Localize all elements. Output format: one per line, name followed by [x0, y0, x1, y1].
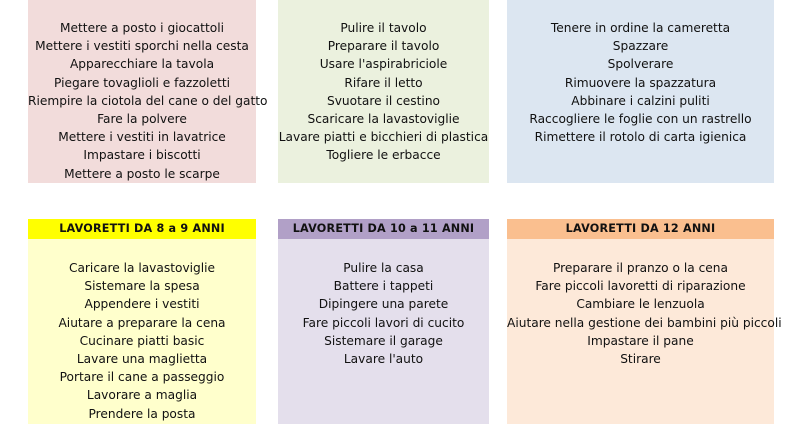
- card-title: LAVORETTI DA 10 a 11 ANNI: [278, 219, 489, 239]
- list-item: Mettere i vestiti in lavatrice: [58, 130, 226, 145]
- list-item: Scaricare la lavastoviglie: [307, 112, 460, 127]
- list-item: Pulire la casa: [343, 261, 424, 275]
- list-item: Togliere le erbacce: [326, 148, 441, 163]
- list-item: Lavare l'auto: [343, 352, 424, 367]
- list-item: Usare l'aspirabriciole: [319, 57, 448, 72]
- list-item: Sistemare il garage: [324, 333, 443, 348]
- chores-card-12: [507, 219, 782, 424]
- chores-list: [278, 19, 489, 165]
- chores-list: [278, 259, 489, 368]
- list-item: Rimettere il rotolo di carta igienica: [534, 130, 747, 145]
- list-item: Stirare: [620, 352, 661, 367]
- list-item: Impastare il pane: [587, 333, 694, 348]
- list-item: Fare la polvere: [97, 112, 187, 127]
- list-item: Piegare tovaglioli e fazzoletti: [53, 75, 231, 90]
- chores-card-10-11: [278, 219, 489, 424]
- list-item: Dipingere una parete: [318, 297, 449, 312]
- list-item: Aiutare a preparare la cena: [58, 315, 226, 330]
- list-item: Apparecchiare la tavola: [69, 57, 215, 72]
- chores-card-pink: [28, 0, 268, 183]
- chores-list: [507, 19, 774, 146]
- list-item: Caricare la lavastoviglie: [68, 261, 216, 275]
- chores-list: [507, 259, 782, 368]
- list-item: Portare il cane a passeggio: [59, 370, 225, 385]
- chores-list: [28, 19, 268, 183]
- list-item: Fare piccoli lavoretti di riparazione: [535, 279, 746, 294]
- list-item: Tenere in ordine la cameretta: [550, 21, 731, 35]
- list-item: Spolverare: [607, 57, 674, 72]
- list-item: Lavorare a maglia: [86, 388, 198, 403]
- list-item: Lavare una maglietta: [76, 352, 208, 367]
- list-item: Riempire la ciotola del cane o del gatto: [28, 93, 268, 108]
- list-item: Svuotare il cestino: [326, 93, 441, 108]
- list-item: Abbinare i calzini puliti: [571, 93, 710, 108]
- list-item: Mettere a posto le scarpe: [64, 166, 220, 181]
- card-title: LAVORETTI DA 12 ANNI: [507, 219, 774, 239]
- list-item: Rifare il letto: [344, 75, 423, 90]
- chores-card-blue: [507, 0, 774, 183]
- list-item: Raccogliere le foglie con un rastrello: [529, 112, 752, 127]
- list-item: Battere i tappeti: [333, 279, 434, 294]
- list-item: Lavare piatti e bicchieri di plastica: [278, 130, 489, 145]
- list-item: Spazzare: [612, 39, 669, 54]
- chores-card-8-9: [28, 219, 256, 424]
- list-item: Preparare il pranzo o la cena: [553, 261, 728, 275]
- list-item: Prendere la posta: [88, 406, 196, 421]
- chores-list: [28, 259, 256, 423]
- list-item: Preparare il tavolo: [327, 39, 440, 54]
- list-item: Cambiare le lenzuola: [576, 297, 705, 312]
- list-item: Rimuovere la spazzatura: [564, 75, 717, 90]
- list-item: Appendere i vestiti: [84, 297, 200, 312]
- list-item: Sistemare la spesa: [84, 279, 200, 294]
- list-item: Mettere i vestiti sporchi nella cesta: [35, 39, 249, 54]
- list-item: Pulire il tavolo: [340, 21, 427, 35]
- list-item: Cucinare piatti basic: [79, 333, 205, 348]
- chores-card-green: [278, 0, 489, 183]
- list-item: Impastare i biscotti: [83, 148, 201, 163]
- card-title: LAVORETTI DA 8 a 9 ANNI: [28, 219, 256, 239]
- list-item: Fare piccoli lavori di cucito: [302, 315, 465, 330]
- list-item: Aiutare nella gestione dei bambini più piccoli: [507, 315, 782, 330]
- list-item: Mettere a posto i giocattoli: [60, 21, 224, 35]
